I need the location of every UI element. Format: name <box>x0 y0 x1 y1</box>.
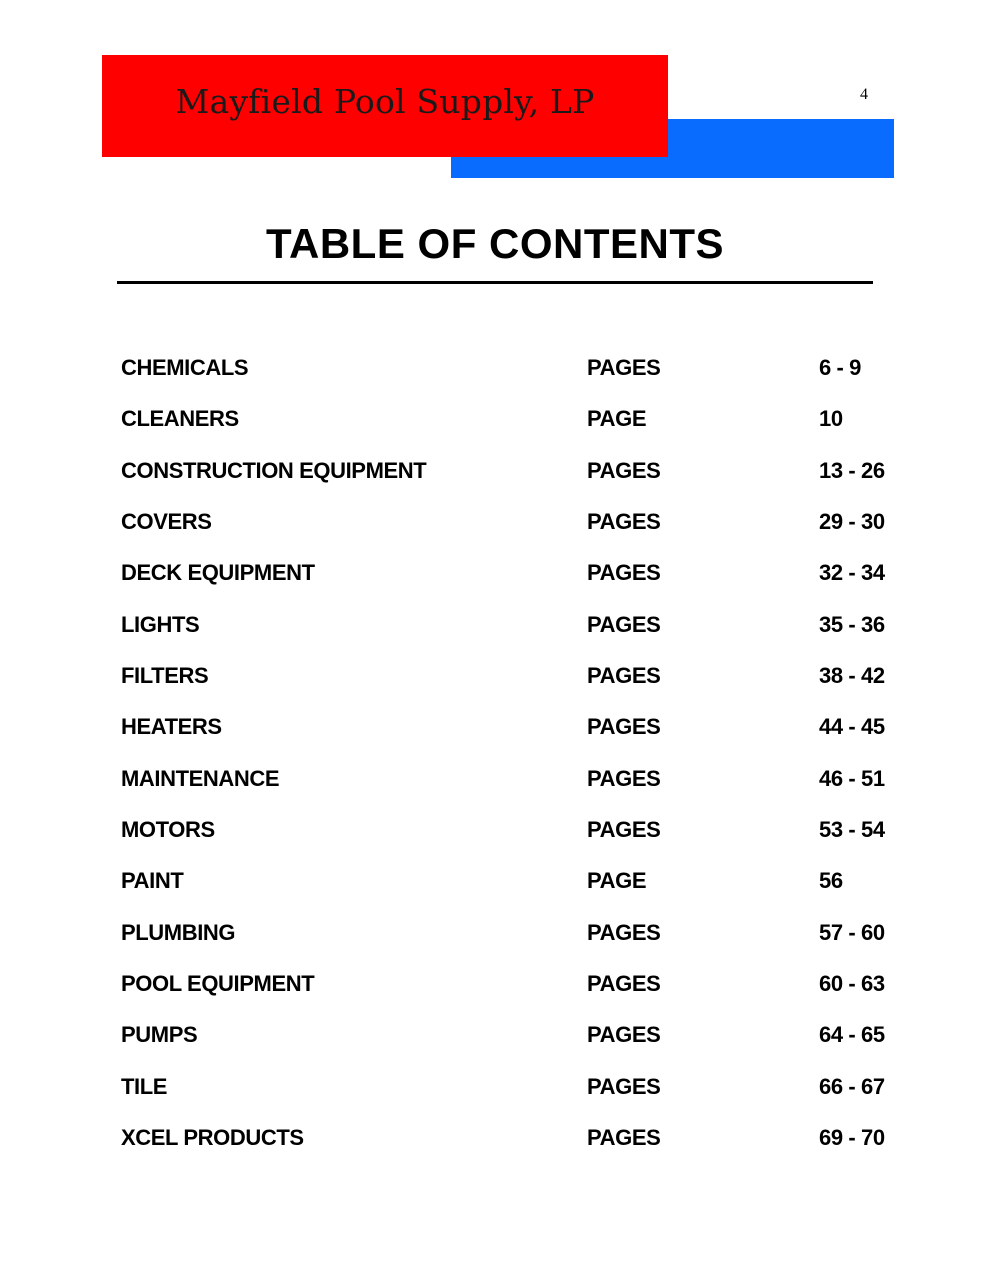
toc-page-range: 57 - 60 <box>819 919 885 945</box>
toc-pages-label: PAGE <box>587 868 647 894</box>
toc-row <box>0 651 990 702</box>
toc-list <box>0 343 990 1164</box>
toc-pages-label: PAGES <box>587 970 661 996</box>
toc-page-range: 64 - 65 <box>819 1022 885 1048</box>
toc-page-range: 60 - 63 <box>819 970 885 996</box>
toc-page-range: 35 - 36 <box>819 611 885 637</box>
toc-section-name: TILE <box>121 1073 168 1099</box>
toc-section-name: PUMPS <box>121 1022 198 1048</box>
toc-row <box>0 754 990 805</box>
toc-page-range: 38 - 42 <box>819 662 885 688</box>
toc-section-name: PAINT <box>121 868 184 894</box>
toc-page-range: 56 <box>819 868 843 894</box>
toc-pages-label: PAGES <box>587 611 661 637</box>
toc-section-name: MAINTENANCE <box>121 765 280 791</box>
toc-row <box>0 908 990 959</box>
toc-page-range: 53 - 54 <box>819 816 885 842</box>
toc-row <box>0 702 990 753</box>
toc-section-name: MOTORS <box>121 816 215 842</box>
toc-section-name: CONSTRUCTION EQUIPMENT <box>121 457 427 483</box>
toc-pages-label: PAGES <box>587 1124 661 1150</box>
toc-row <box>0 548 990 599</box>
toc-pages-label: PAGES <box>587 560 661 586</box>
toc-page-range: 10 <box>819 406 843 432</box>
toc-row <box>0 959 990 1010</box>
toc-row <box>0 1010 990 1061</box>
toc-section-name: XCEL PRODUCTS <box>121 1124 304 1150</box>
toc-section-name: DECK EQUIPMENT <box>121 560 315 586</box>
toc-row <box>0 805 990 856</box>
toc-page-range: 66 - 67 <box>819 1073 885 1099</box>
toc-page-range: 13 - 26 <box>819 457 885 483</box>
toc-row <box>0 497 990 548</box>
title-divider <box>117 281 873 284</box>
toc-section-name: PLUMBING <box>121 919 236 945</box>
toc-row <box>0 343 990 394</box>
toc-row <box>0 446 990 497</box>
page-title: TABLE OF CONTENTS <box>265 220 725 267</box>
toc-pages-label: PAGES <box>587 1022 661 1048</box>
toc-pages-label: PAGES <box>587 714 661 740</box>
toc-pages-label: PAGES <box>587 662 661 688</box>
toc-page-range: 29 - 30 <box>819 508 885 534</box>
toc-pages-label: PAGES <box>587 816 661 842</box>
toc-pages-label: PAGE <box>587 406 647 432</box>
toc-section-name: COVERS <box>121 508 212 534</box>
toc-section-name: LIGHTS <box>121 611 200 637</box>
toc-pages-label: PAGES <box>587 765 661 791</box>
toc-pages-label: PAGES <box>587 457 661 483</box>
toc-section-name: CLEANERS <box>121 406 239 432</box>
toc-pages-label: PAGES <box>587 508 661 534</box>
toc-pages-label: PAGES <box>587 1073 661 1099</box>
toc-page-range: 6 - 9 <box>819 355 862 380</box>
company-name: Mayfield Pool Supply, LP <box>175 81 595 121</box>
toc-section-name: POOL EQUIPMENT <box>121 970 315 996</box>
toc-row <box>0 394 990 445</box>
toc-section-name: FILTERS <box>121 662 209 688</box>
toc-row <box>0 600 990 651</box>
toc-row <box>0 856 990 907</box>
toc-section-name: HEATERS <box>121 714 222 740</box>
toc-pages-label: PAGES <box>587 355 661 380</box>
page-number: 4 <box>860 86 868 103</box>
toc-page-range: 44 - 45 <box>819 714 885 740</box>
toc-page-range: 46 - 51 <box>819 765 885 791</box>
toc-row <box>0 1113 990 1164</box>
toc-page-range: 32 - 34 <box>819 560 885 586</box>
toc-section-name: CHEMICALS <box>121 355 249 380</box>
toc-row <box>0 1062 990 1113</box>
toc-pages-label: PAGES <box>587 919 661 945</box>
toc-page-range: 69 - 70 <box>819 1124 885 1150</box>
